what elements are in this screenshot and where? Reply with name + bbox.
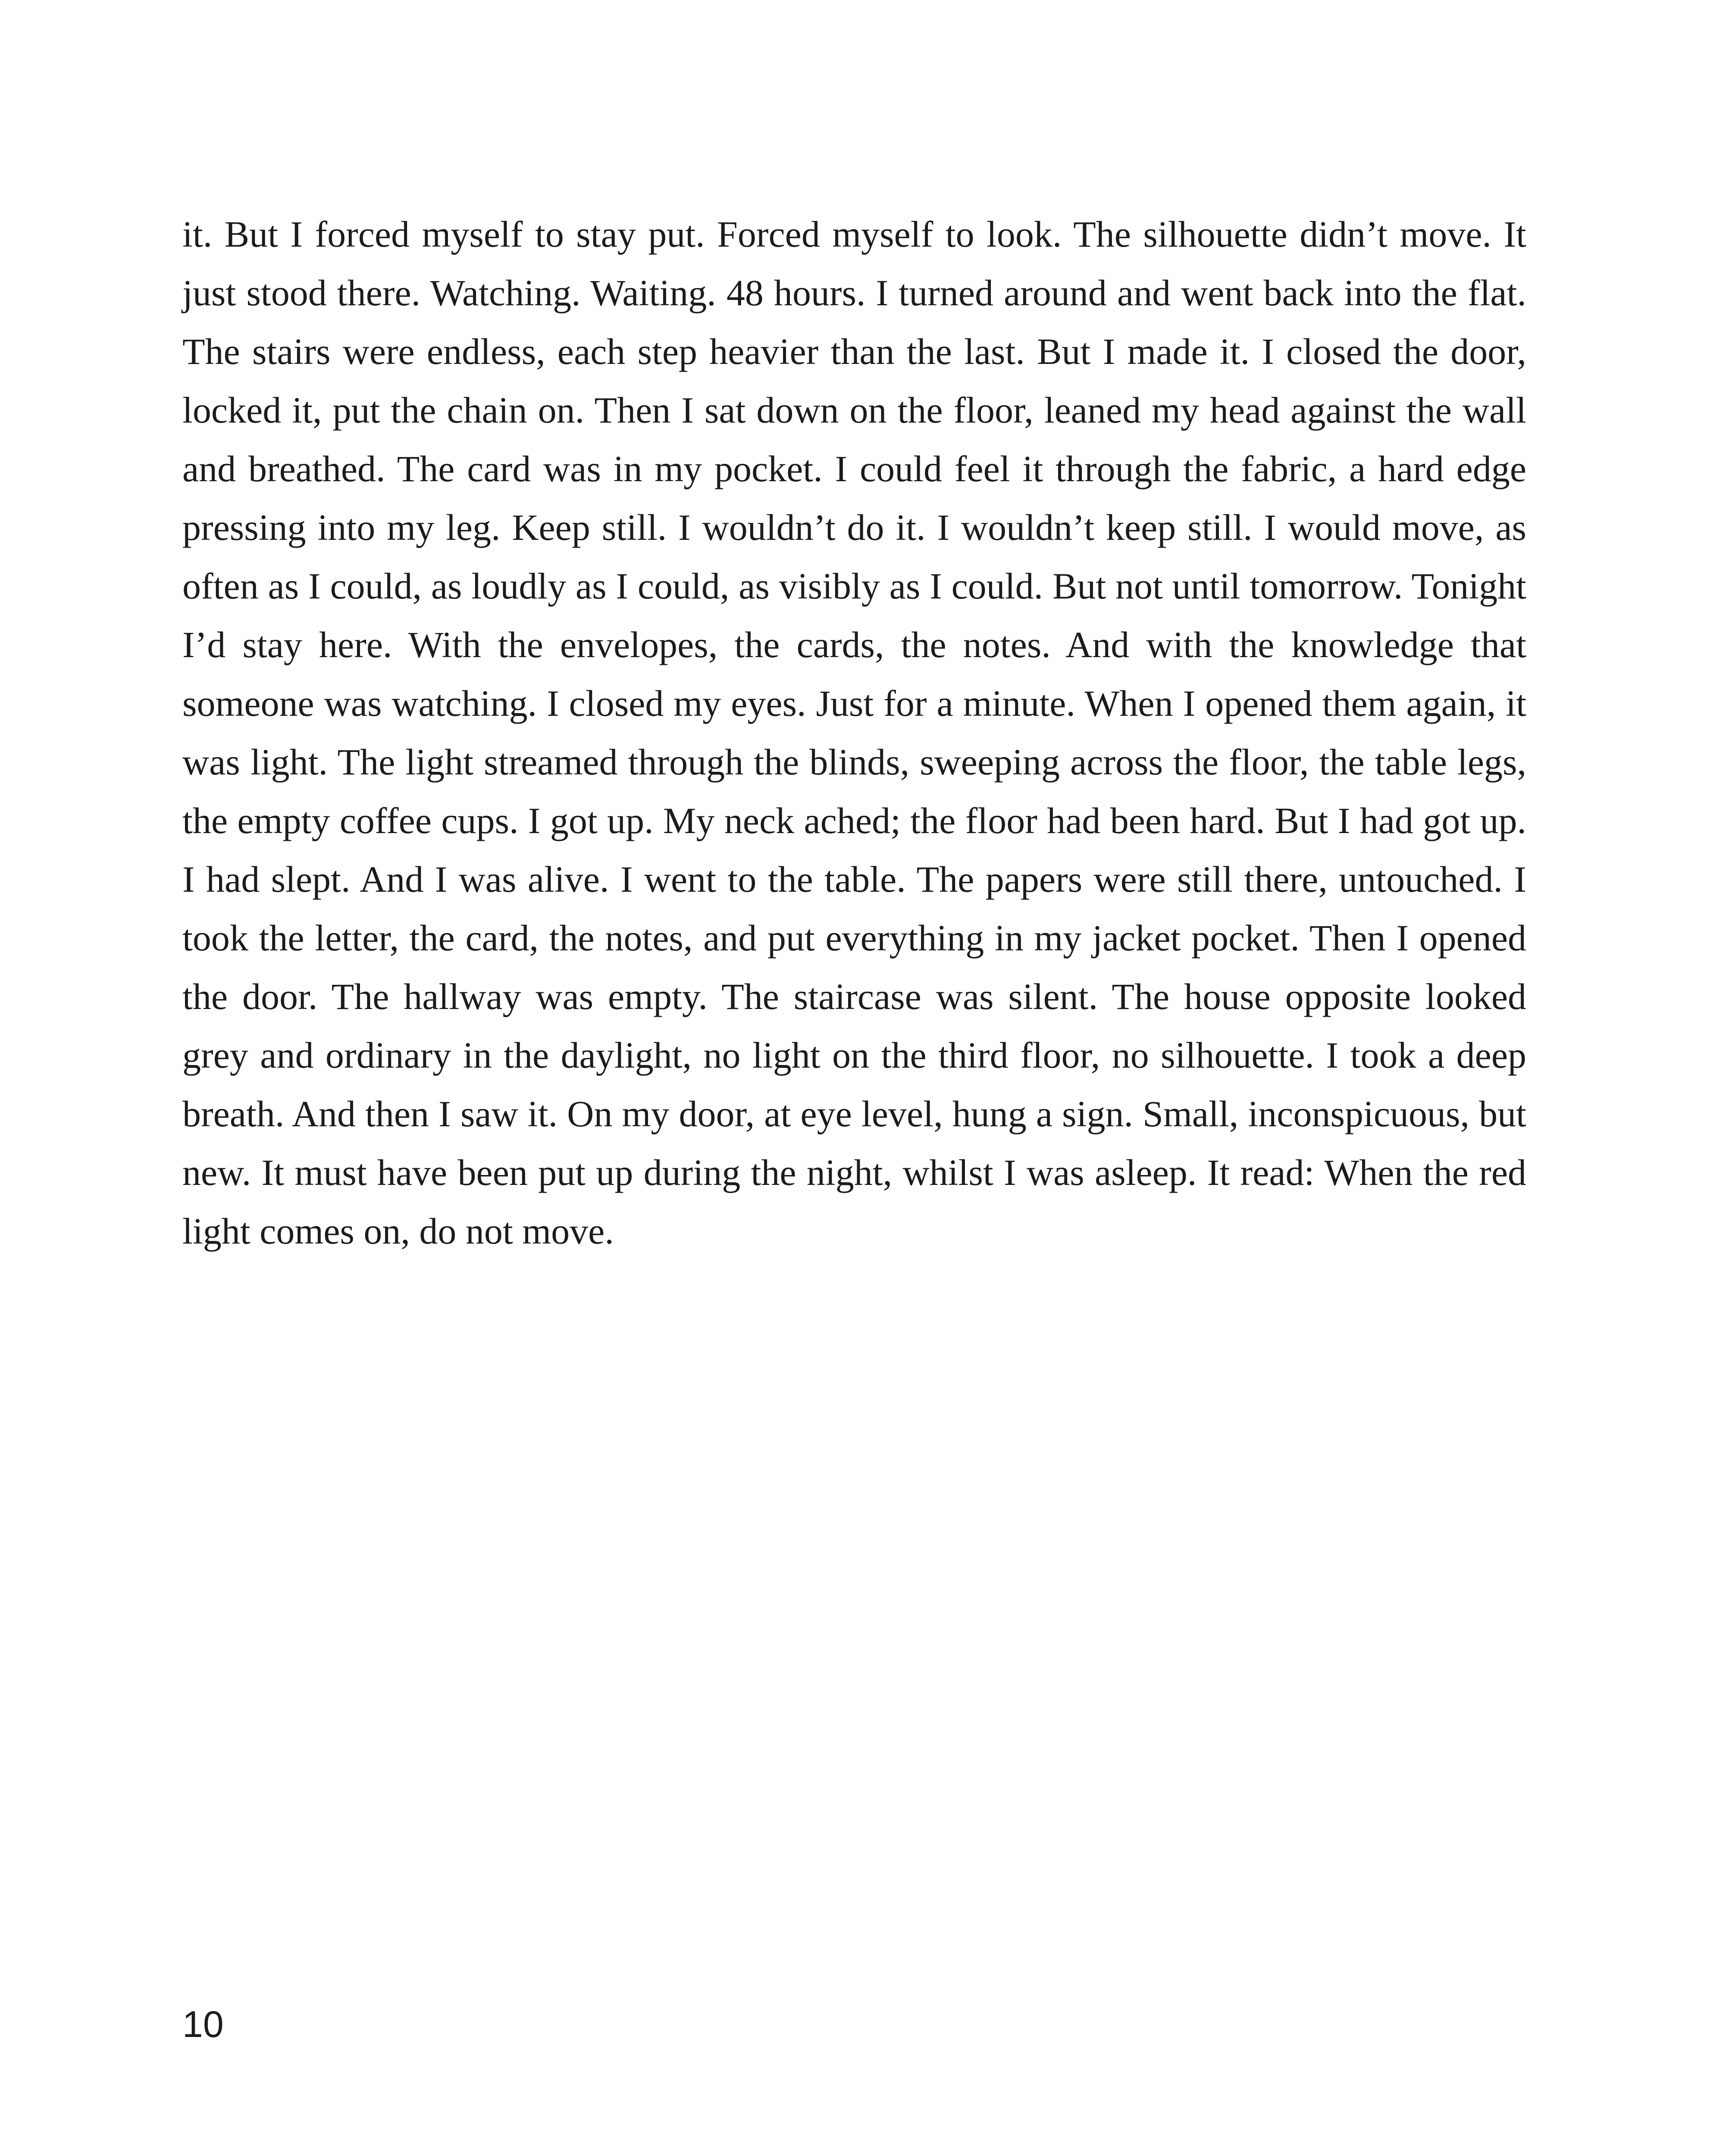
page-number: 10 xyxy=(182,2004,224,2045)
body-paragraph: it. But I forced myself to stay put. Forced myself to look. The silhouette didn’t move. It just stood there. Watching. Waiting. 48 hours. I turned around and went back into the flat. The stairs were endless, each step heavier than the last. But I made it. I closed the door, locked it, put the chain on. Then I sat down on the floor, leaned my head against the wall and breathed. The card was in my pocket. I could feel it through the fabric, a hard edge pressing into my leg. Keep still. I wouldn’t do it. I wouldn’t keep still. I would move, as often as I could, as loudly as I could, as visibly as I could. But not until tomorrow. Tonight I’d stay here. With the envelopes, the cards, the notes. And with the knowledge that someone was watching. I closed my eyes. Just for a minute. When I opened them again, it was light. The light streamed through the blinds, sweeping across the floor, the table legs, the empty coffee cups. I got up. My neck ached; the floor had been hard. But I had got up. I had slept. And I was alive. I went to the table. The papers were still there, untouched. I took the letter, the card, the notes, and put everything in my jacket pocket. Then I opened the door. The hallway was empty. The staircase was silent. The house opposite looked grey and ordinary in the daylight, no light on the third floor, no silhouette. I took a deep breath. And then I saw it. On my door, at eye level, hung a sign. Small, inconspicuous, but new. It must have been put up during the night, whilst I was asleep. It read: When the red light comes on, do not move. xyxy=(182,213,1526,1252)
